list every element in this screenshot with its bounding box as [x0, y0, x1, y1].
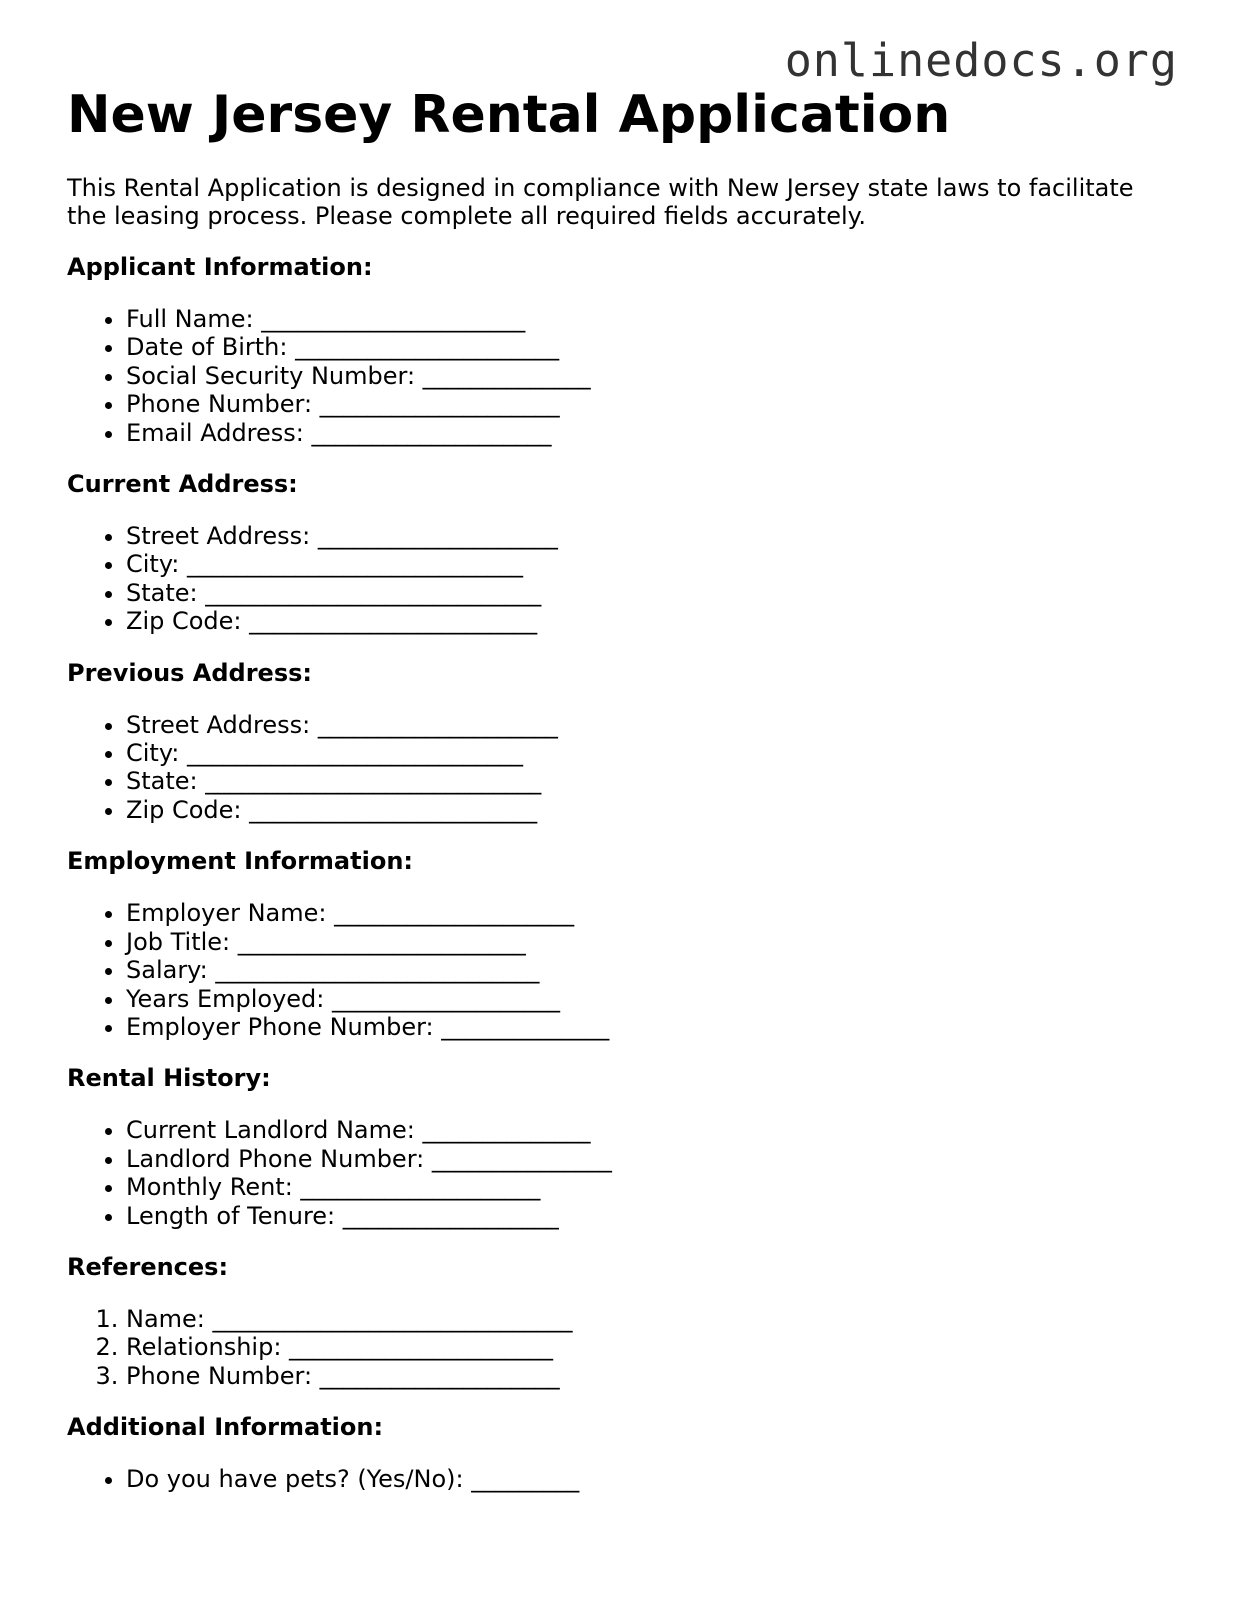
page-title: New Jersey Rental Application	[67, 85, 951, 145]
previous-address-section	[67, 659, 1177, 825]
current-landlord-name-field: • Current Landlord Name: ______________	[126, 1116, 1177, 1144]
phone-number-field: • Phone Number: ____________________	[126, 390, 1177, 418]
field-list	[67, 899, 1177, 1041]
reference-name-field: 1. Name: ______________________________	[126, 1305, 1177, 1333]
section-heading: Additional Information:	[67, 1413, 384, 1442]
field-list	[67, 305, 1177, 447]
section-heading: Employment Information:	[67, 847, 413, 876]
section-heading: Rental History:	[67, 1064, 271, 1093]
landlord-phone-field: • Landlord Phone Number: _______________	[126, 1145, 1177, 1173]
field-list	[67, 522, 1177, 636]
date-of-birth-field: • Date of Birth: ______________________	[126, 333, 1177, 361]
rental-history-section	[67, 1064, 1177, 1230]
years-employed-field: • Years Employed: ___________________	[126, 985, 1177, 1013]
field-list	[67, 1116, 1177, 1230]
city-field: • City: ____________________________	[126, 739, 1177, 767]
email-address-field: • Email Address: ____________________	[126, 419, 1177, 447]
street-address-field: • Street Address: ____________________	[126, 522, 1177, 550]
employer-phone-field: • Employer Phone Number: ______________	[126, 1013, 1177, 1041]
field-list	[67, 1305, 1177, 1390]
state-field: • State: ____________________________	[126, 767, 1177, 795]
additional-information-section	[67, 1413, 1177, 1493]
pets-field: • Do you have pets? (Yes/No): _________	[126, 1465, 1177, 1493]
job-title-field: • Job Title: ________________________	[126, 928, 1177, 956]
street-address-field: • Street Address: ____________________	[126, 711, 1177, 739]
state-field: • State: ____________________________	[126, 579, 1177, 607]
full-name-field: • Full Name: ______________________	[126, 305, 1177, 333]
reference-phone-field: 3. Phone Number: ____________________	[126, 1362, 1177, 1390]
employment-information-section	[67, 847, 1177, 1041]
reference-relationship-field: 2. Relationship: ______________________	[126, 1333, 1177, 1361]
current-address-section	[67, 470, 1177, 636]
employer-name-field: • Employer Name: ____________________	[126, 899, 1177, 927]
zip-code-field: • Zip Code: ________________________	[126, 796, 1177, 824]
monthly-rent-field: • Monthly Rent: ____________________	[126, 1173, 1177, 1201]
applicant-information-section	[67, 253, 1177, 447]
zip-code-field: • Zip Code: ________________________	[126, 607, 1177, 635]
ssn-field: • Social Security Number: ______________	[126, 362, 1177, 390]
document-page	[67, 84, 1177, 1494]
field-list	[67, 1465, 1177, 1493]
length-of-tenure-field: • Length of Tenure: __________________	[126, 1202, 1177, 1230]
field-list	[67, 711, 1177, 825]
intro-paragraph: This Rental Application is designed in compliance with New Jersey state laws to facilitate the leasing process. Please complete all required fields accurately.	[67, 174, 1134, 230]
section-heading: Previous Address:	[67, 658, 313, 687]
section-heading: Current Address:	[67, 470, 298, 499]
watermark: onlinedocs.org	[784, 34, 1178, 87]
city-field: • City: ____________________________	[126, 550, 1177, 578]
references-section	[67, 1253, 1177, 1390]
section-heading: Applicant Information:	[67, 253, 373, 281]
section-heading: References:	[67, 1252, 229, 1281]
salary-field: • Salary: ___________________________	[126, 956, 1177, 984]
